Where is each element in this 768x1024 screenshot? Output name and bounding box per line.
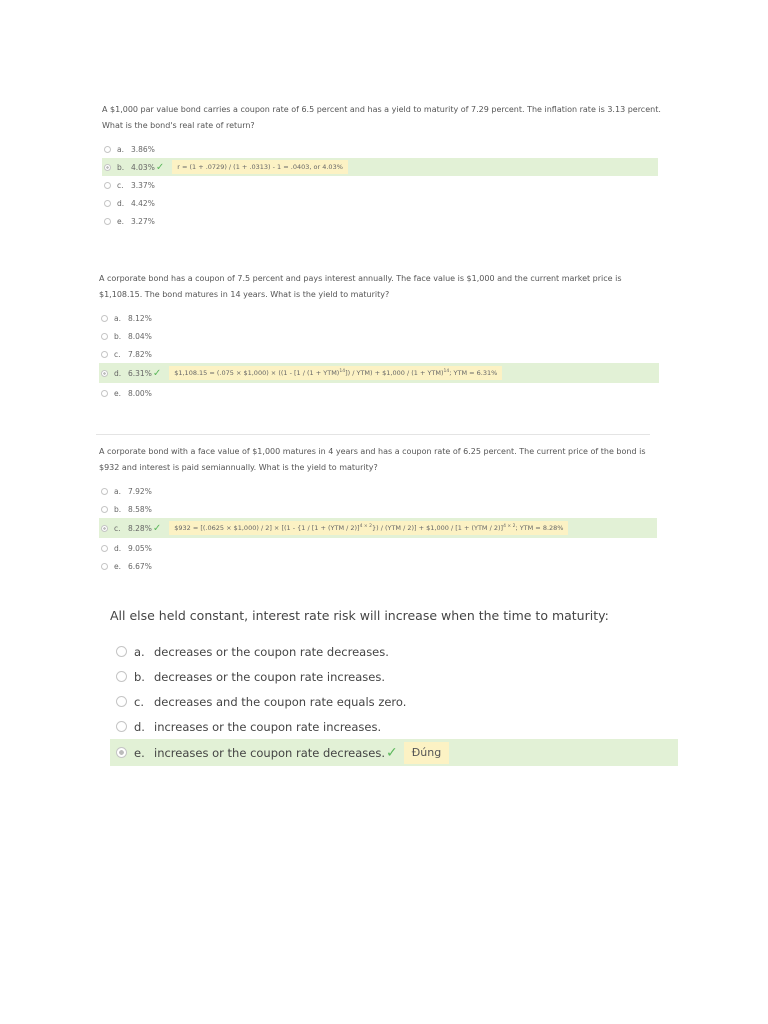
check-icon: ✓ [386, 744, 398, 761]
option-letter: c. [117, 180, 124, 190]
radio-button[interactable] [101, 525, 108, 532]
option-b[interactable] [99, 500, 659, 518]
radio-button[interactable] [101, 488, 108, 495]
question-1 [102, 102, 662, 230]
option-label: 8.58% [128, 504, 152, 514]
option-d[interactable] [99, 363, 659, 383]
option-label: 6.67% [128, 561, 152, 571]
option-e[interactable] [102, 212, 662, 230]
question-3 [99, 444, 659, 575]
feedback-exponent: 14 [339, 368, 346, 374]
check-icon: ✓ [152, 367, 162, 379]
option-label: increases or the coupon rate increases. [154, 719, 382, 734]
option-letter: e. [134, 745, 145, 760]
feedback-text: Đúng [404, 742, 449, 764]
feedback-part: }) / (YTM / 2)] + $1,000 / [1 + (YTM / 2)] [371, 524, 504, 532]
radio-button[interactable] [101, 370, 108, 377]
option-letter: d. [117, 198, 125, 208]
option-label: 4.42% [131, 198, 155, 208]
option-letter: b. [114, 331, 122, 341]
feedback-part: ]) / YTM) + $1,000 / (1 + YTM) [345, 369, 444, 377]
question-text: A corporate bond with a face value of $1,000 matures in 4 years and has a coupon rate of 6.25 percent. The current price of the bond is $932 and interest is paid semiannually. What is the yield to maturity? [99, 447, 646, 472]
feedback-part: $932 = [(.0625 × $1,000) / 2] × [(1 - {1 / [1 + (YTM / 2)] [174, 524, 360, 532]
option-letter: d. [134, 719, 145, 734]
radio-button[interactable] [116, 747, 127, 758]
question-text: All else held constant, interest rate risk will increase when the time to maturity: [110, 608, 609, 623]
radio-button[interactable] [116, 671, 127, 682]
option-letter: e. [114, 561, 121, 571]
radio-button[interactable] [116, 646, 127, 657]
feedback-part: ; YTM = 6.31% [449, 369, 498, 377]
feedback-exponent: 4 × 2 [503, 523, 516, 529]
option-label: 7.82% [128, 349, 152, 359]
radio-button[interactable] [104, 146, 111, 153]
radio-button[interactable] [101, 545, 108, 552]
option-letter: b. [134, 669, 145, 684]
radio-button[interactable] [104, 182, 111, 189]
option-e[interactable] [99, 557, 659, 575]
radio-button[interactable] [101, 506, 108, 513]
option-e[interactable] [99, 384, 661, 402]
option-label: 8.04% [128, 331, 152, 341]
feedback-exponent: 14 [443, 368, 450, 374]
radio-button[interactable] [104, 218, 111, 225]
radio-button[interactable] [101, 351, 108, 358]
option-label: 4.03% [131, 162, 155, 172]
option-a[interactable] [99, 309, 661, 327]
option-c[interactable] [102, 176, 662, 194]
option-label: increases or the coupon rate decreases. [154, 745, 386, 760]
option-a[interactable] [102, 140, 662, 158]
feedback-part: $1,108.15 = (.075 × $1,000) × ((1 - [1 / (1 + YTM) [174, 369, 340, 377]
option-label: 6.31% [128, 368, 152, 378]
options-list [102, 140, 662, 230]
option-b[interactable] [102, 158, 658, 176]
option-letter: a. [117, 144, 124, 154]
option-label: 8.12% [128, 313, 152, 323]
feedback-text: r = (1 + .0729) / (1 + .0313) - 1 = .0403, or 4.03% [172, 160, 348, 174]
option-label: decreases or the coupon rate decreases. [154, 644, 389, 659]
option-letter: d. [114, 368, 122, 378]
radio-button[interactable] [101, 563, 108, 570]
option-c[interactable] [99, 345, 661, 363]
option-label: 3.86% [131, 144, 155, 154]
radio-button[interactable] [101, 333, 108, 340]
option-letter: a. [114, 313, 121, 323]
options-list [99, 309, 661, 402]
option-letter: a. [114, 486, 121, 496]
option-label: decreases or the coupon rate increases. [154, 669, 386, 684]
option-b[interactable] [99, 327, 661, 345]
option-e[interactable] [110, 739, 678, 766]
option-label: 7.92% [128, 486, 152, 496]
radio-button[interactable] [104, 200, 111, 207]
option-d[interactable] [99, 539, 659, 557]
option-letter: e. [114, 388, 121, 398]
feedback-exponent: 4 × 2 [359, 523, 372, 529]
options-list [110, 639, 678, 766]
options-list [99, 482, 659, 575]
option-letter: b. [114, 504, 122, 514]
option-c[interactable] [110, 689, 678, 714]
option-d[interactable] [102, 194, 662, 212]
option-letter: c. [114, 349, 121, 359]
check-icon: ✓ [155, 161, 165, 173]
option-letter: c. [134, 694, 144, 709]
feedback-text [169, 366, 502, 380]
radio-button[interactable] [104, 164, 111, 171]
option-letter: d. [114, 543, 122, 553]
feedback-text [169, 521, 568, 535]
option-letter: e. [117, 216, 124, 226]
check-icon: ✓ [152, 522, 162, 534]
question-4 [110, 607, 678, 766]
question-text: A $1,000 par value bond carries a coupon rate of 6.5 percent and has a yield to maturity of 7.29 percent. The inflation rate is 3.13 percent. What is the bond's real rate of return? [102, 105, 661, 130]
question-text: A corporate bond has a coupon of 7.5 percent and pays interest annually. The face value is $1,000 and the current market price is $1,108.15. The bond matures in 14 years. What is the yield to maturity? [99, 274, 622, 299]
option-label: decreases and the coupon rate equals zero. [154, 694, 407, 709]
option-letter: c. [114, 523, 121, 533]
option-label: 3.37% [131, 180, 155, 190]
feedback-part: ; YTM = 8.28% [515, 524, 564, 532]
option-d[interactable] [110, 714, 678, 739]
option-label: 9.05% [128, 543, 152, 553]
option-letter: b. [117, 162, 125, 172]
option-letter: a. [134, 644, 145, 659]
radio-button[interactable] [101, 315, 108, 322]
option-label: 8.28% [128, 523, 152, 533]
option-c[interactable] [99, 518, 657, 538]
radio-button[interactable] [116, 696, 127, 707]
option-b[interactable] [110, 664, 678, 689]
option-label: 3.27% [131, 216, 155, 226]
option-a[interactable] [110, 639, 678, 664]
divider [96, 434, 650, 435]
radio-button[interactable] [116, 721, 127, 732]
option-label: 8.00% [128, 388, 152, 398]
question-2 [99, 271, 661, 402]
radio-button[interactable] [101, 390, 108, 397]
option-a[interactable] [99, 482, 659, 500]
